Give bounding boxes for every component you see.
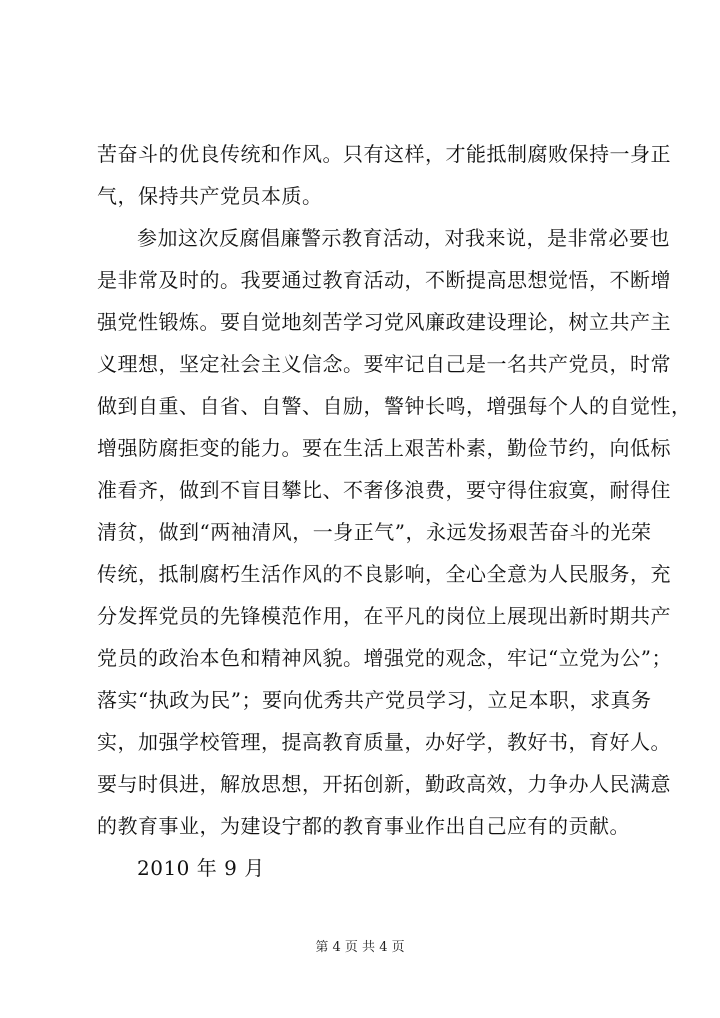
- text-line-11: 传统，抵制腐朽生活作风的不良影响，全心全意为人民服务，充: [97, 562, 671, 586]
- page-footer: 第 4 页 共 4 页: [315, 940, 405, 955]
- text-line-9: 准看齐，做到不盲目攀比、不奢侈浪费，要守得住寂寞，耐得住: [97, 478, 671, 502]
- text-line-8: 增强防腐拒变的能力。要在生活上艰苦朴素，勤俭节约，向低标: [97, 436, 671, 460]
- text-line-7: 做到自重、自省、自警、自励，警钟长鸣，增强每个人的自觉性，: [97, 394, 692, 418]
- body-text: [97, 133, 692, 889]
- text-line-13: 党员的政治本色和精神风貌。增强党的观念，牢记“立党为公”；: [97, 646, 672, 670]
- date-line: 2010 年 9 月: [137, 856, 265, 880]
- text-line-10: 清贫，做到“两袖清风，一身正气”，永远发扬艰苦奋斗的光荣: [97, 520, 652, 544]
- text-line-2: 气，保持共产党员本质。: [97, 184, 323, 208]
- text-line-17: 的教育事业，为建设宁都的教育事业作出自己应有的贡献。: [97, 814, 630, 838]
- text-line-14: 落实“执政为民”；要向优秀共产党员学习，立足本职，求真务: [97, 688, 652, 712]
- text-line-5: 强党性锻炼。要自觉地刻苦学习党风廉政建设理论，树立共产主: [97, 310, 671, 334]
- text-line-6: 义理想，坚定社会主义信念。要牢记自己是一名共产党员，时常: [97, 352, 671, 376]
- text-line-16: 要与时俱进，解放思想，开拓创新，勤政高效，力争办人民满意: [97, 772, 671, 796]
- text-line-15: 实，加强学校管理，提高教育质量，办好学，教好书，育好人。: [97, 730, 671, 754]
- text-line-1: 苦奋斗的优良传统和作风。只有这样，才能抵制腐败保持一身正: [97, 142, 671, 166]
- text-line-12: 分发挥党员的先锋模范作用，在平凡的岗位上展现出新时期共产: [97, 604, 671, 628]
- paragraph-start-line: 参加这次反腐倡廉警示教育活动，对我来说，是非常必要也: [137, 226, 670, 250]
- text-line-4: 是非常及时的。我要通过教育活动，不断提高思想觉悟，不断增: [97, 268, 671, 292]
